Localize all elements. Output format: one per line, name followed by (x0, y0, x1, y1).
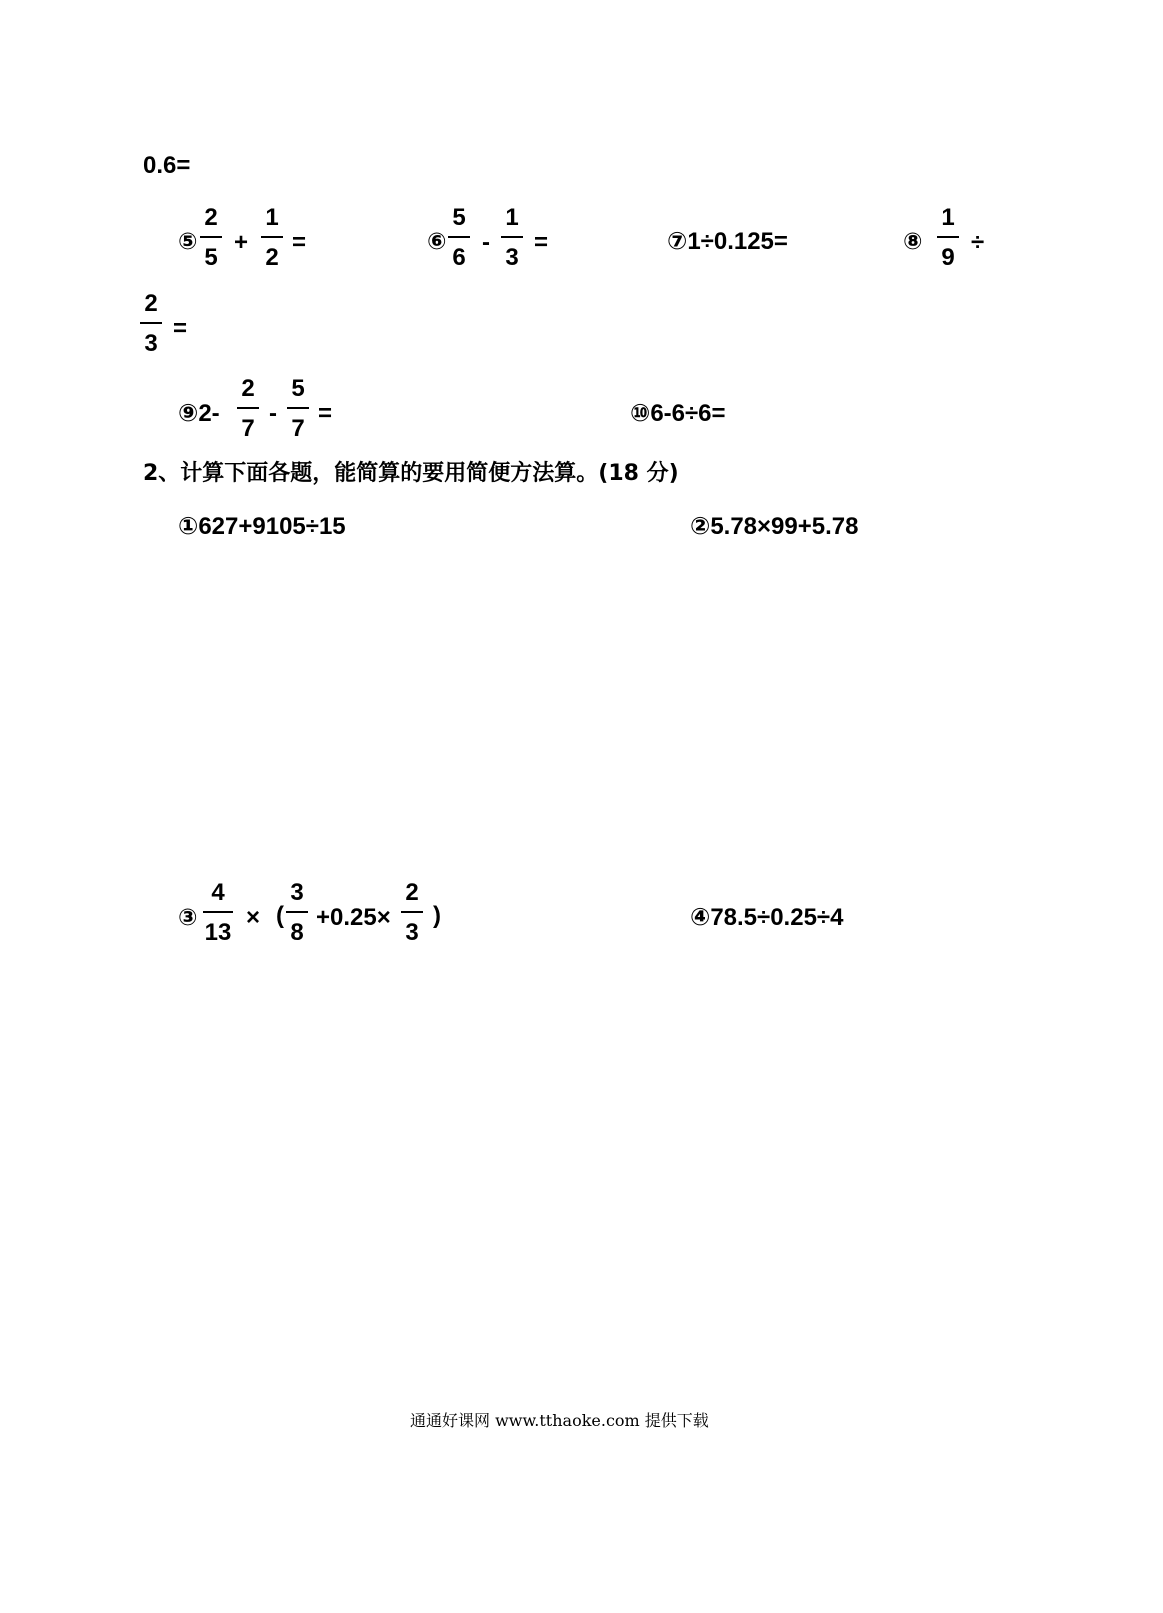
problem-6-marker: ⑥ (427, 228, 447, 254)
close-parenthesis: ) (433, 902, 441, 929)
fraction-2-3 (136, 292, 166, 356)
fraction-2-7 (233, 377, 263, 441)
denominator: 3 (144, 330, 158, 357)
numerator: 5 (452, 204, 466, 231)
equals-sign: = (318, 400, 333, 427)
fraction-1-9 (933, 206, 963, 270)
fraction-2-5 (196, 206, 226, 270)
footer-source: 通通好课网 www.tthaoke.com 提供下载 (410, 1411, 709, 1430)
minus-sign: - (482, 229, 490, 256)
denominator: 3 (505, 244, 519, 271)
plus-0-25-times: +0.25× (316, 904, 391, 931)
divide-sign: ÷ (971, 229, 985, 256)
fraction-5-7 (283, 377, 313, 441)
fraction-4-13 (199, 881, 237, 945)
numerator: 5 (291, 375, 305, 402)
fraction-5-6 (444, 206, 474, 270)
open-parenthesis: ( (276, 902, 284, 929)
numerator: 1 (505, 204, 519, 231)
equals-sign: = (292, 229, 307, 256)
question-2: ②5.78×99+5.78 (690, 513, 859, 540)
numerator: 4 (211, 879, 225, 906)
question-3-marker: ③ (178, 904, 198, 930)
problem-5-marker: ⑤ (178, 228, 198, 254)
denominator: 3 (405, 919, 419, 946)
problem-8-marker: ⑧ (903, 228, 923, 254)
denominator: 5 (204, 244, 218, 271)
problem-9-marker: ⑨2- (178, 400, 220, 427)
numerator: 2 (204, 204, 218, 231)
times-sign: × (246, 904, 261, 931)
denominator: 8 (290, 919, 304, 946)
numerator: 1 (941, 204, 955, 231)
section-2-heading: 2、计算下面各题，能简算的要用简便方法算。(18 分) (143, 461, 679, 486)
plus-sign: + (234, 229, 249, 256)
numerator: 3 (290, 879, 304, 906)
denominator: 7 (241, 415, 255, 442)
fraction-2-3-q3 (397, 881, 427, 945)
numerator: 2 (144, 290, 158, 317)
numerator: 2 (405, 879, 419, 906)
fraction-1-3 (497, 206, 527, 270)
problem-10: ⑩6-6÷6= (630, 400, 726, 427)
denominator: 6 (452, 244, 466, 271)
question-1: ①627+9105÷15 (178, 513, 346, 540)
denominator: 13 (204, 919, 232, 946)
numerator: 1 (265, 204, 279, 231)
fraction-1-2 (257, 206, 287, 270)
denominator: 9 (941, 244, 955, 271)
fraction-3-8 (282, 881, 312, 945)
denominator: 7 (291, 415, 305, 442)
equals-sign: = (534, 229, 549, 256)
minus-sign: - (269, 400, 277, 427)
numerator: 2 (241, 375, 255, 402)
denominator: 2 (265, 244, 279, 271)
problem-7: ⑦1÷0.125= (667, 228, 788, 255)
equals-sign: = (173, 315, 188, 342)
question-4: ④78.5÷0.25÷4 (690, 904, 844, 931)
problem-0-6-equals: 0.6= (143, 152, 191, 179)
